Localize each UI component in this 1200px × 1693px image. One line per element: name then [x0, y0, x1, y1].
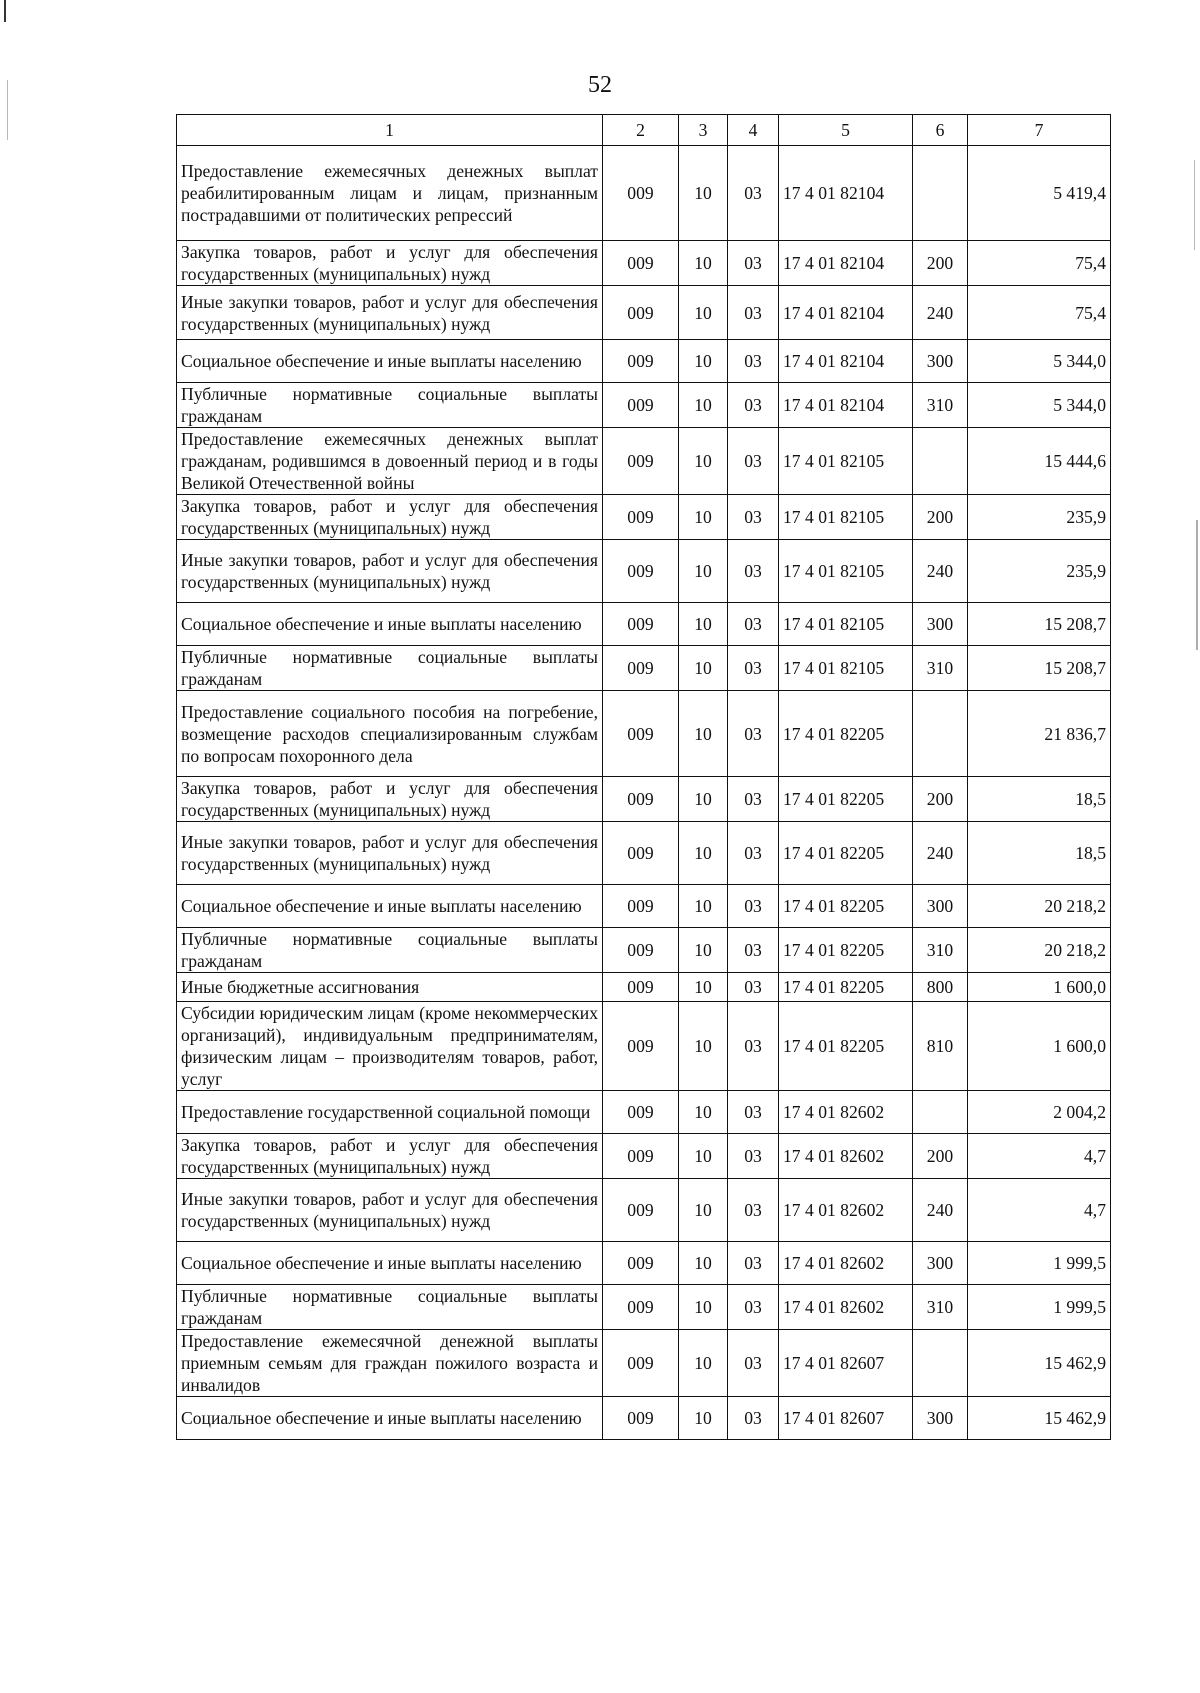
- cell-col-2: 009: [603, 1242, 679, 1285]
- cell-col-7: 21 836,7: [968, 691, 1111, 777]
- cell-col-6: 200: [913, 777, 968, 822]
- cell-description: Закупка товаров, работ и услуг для обеспечения государственных (муниципальных) нужд: [177, 777, 603, 822]
- column-header: 2: [603, 115, 679, 146]
- table-row: [177, 383, 1111, 428]
- cell-col-4: 03: [728, 495, 779, 540]
- cell-col-3: 10: [679, 495, 728, 540]
- cell-description: Закупка товаров, работ и услуг для обеспечения государственных (муниципальных) нужд: [177, 1134, 603, 1179]
- table-row: [177, 603, 1111, 646]
- cell-col-4: 03: [728, 928, 779, 973]
- cell-col-7: 5 344,0: [968, 383, 1111, 428]
- cell-col-5: 17 4 01 82105: [779, 603, 913, 646]
- cell-col-7: 15 208,7: [968, 603, 1111, 646]
- cell-col-4: 03: [728, 1242, 779, 1285]
- cell-col-5: 17 4 01 82602: [779, 1285, 913, 1330]
- table-row: [177, 540, 1111, 603]
- cell-col-6: 310: [913, 383, 968, 428]
- cell-col-3: 10: [679, 1002, 728, 1091]
- cell-col-3: 10: [679, 1397, 728, 1440]
- cell-description: Иные закупки товаров, работ и услуг для обеспечения государственных (муниципальных) нужд: [177, 822, 603, 885]
- cell-col-3: 10: [679, 1091, 728, 1134]
- table-row: [177, 286, 1111, 340]
- cell-col-7: 18,5: [968, 822, 1111, 885]
- cell-col-2: 009: [603, 1397, 679, 1440]
- cell-col-4: 03: [728, 1330, 779, 1397]
- cell-col-2: 009: [603, 383, 679, 428]
- cell-col-3: 10: [679, 973, 728, 1002]
- table-row: [177, 1397, 1111, 1440]
- cell-col-3: 10: [679, 1134, 728, 1179]
- table-row: [177, 1091, 1111, 1134]
- cell-col-7: 15 462,9: [968, 1330, 1111, 1397]
- cell-col-7: 235,9: [968, 495, 1111, 540]
- cell-col-7: 235,9: [968, 540, 1111, 603]
- cell-description: Субсидии юридическим лицам (кроме некоммерческих организаций), индивидуальным предпринимателям, физическим лицам – производителям товаров, работ, услуг: [177, 1002, 603, 1091]
- cell-col-6: 240: [913, 1179, 968, 1242]
- cell-col-7: 1 999,5: [968, 1242, 1111, 1285]
- cell-col-5: 17 4 01 82602: [779, 1179, 913, 1242]
- table-row: [177, 777, 1111, 822]
- table-row: [177, 146, 1111, 241]
- cell-col-2: 009: [603, 1179, 679, 1242]
- cell-col-6: 800: [913, 973, 968, 1002]
- cell-col-7: 2 004,2: [968, 1091, 1111, 1134]
- cell-col-5: 17 4 01 82105: [779, 540, 913, 603]
- scan-artifact: [7, 80, 8, 140]
- table-row: [177, 340, 1111, 383]
- cell-col-7: 15 444,6: [968, 428, 1111, 495]
- cell-col-6: [913, 1330, 968, 1397]
- cell-col-3: 10: [679, 1242, 728, 1285]
- cell-col-6: 300: [913, 1242, 968, 1285]
- cell-col-3: 10: [679, 340, 728, 383]
- cell-col-7: 4,7: [968, 1179, 1111, 1242]
- cell-col-3: 10: [679, 822, 728, 885]
- cell-col-4: 03: [728, 691, 779, 777]
- cell-description: Публичные нормативные социальные выплаты гражданам: [177, 1285, 603, 1330]
- cell-col-5: 17 4 01 82602: [779, 1134, 913, 1179]
- scan-artifact: [4, 0, 6, 22]
- cell-col-4: 03: [728, 286, 779, 340]
- column-header: 7: [968, 115, 1111, 146]
- cell-col-6: 200: [913, 1134, 968, 1179]
- cell-description: Иные закупки товаров, работ и услуг для обеспечения государственных (муниципальных) нужд: [177, 1179, 603, 1242]
- cell-col-7: 15 462,9: [968, 1397, 1111, 1440]
- cell-col-2: 009: [603, 1330, 679, 1397]
- cell-col-3: 10: [679, 1330, 728, 1397]
- cell-col-7: 1 600,0: [968, 973, 1111, 1002]
- scan-artifact: [1196, 520, 1198, 650]
- cell-col-5: 17 4 01 82607: [779, 1397, 913, 1440]
- column-header: 6: [913, 115, 968, 146]
- cell-col-4: 03: [728, 1285, 779, 1330]
- cell-description: Иные закупки товаров, работ и услуг для обеспечения государственных (муниципальных) нужд: [177, 286, 603, 340]
- cell-description: Предоставление ежемесячных денежных выплат реабилитированным лицам и лицам, признанным пострадавшими от политических репрессий: [177, 146, 603, 241]
- cell-col-7: 1 600,0: [968, 1002, 1111, 1091]
- cell-col-2: 009: [603, 146, 679, 241]
- table-body: [177, 146, 1111, 1440]
- table-row: [177, 1330, 1111, 1397]
- cell-col-5: 17 4 01 82205: [779, 777, 913, 822]
- cell-col-4: 03: [728, 428, 779, 495]
- cell-col-6: 810: [913, 1002, 968, 1091]
- cell-description: Иные закупки товаров, работ и услуг для обеспечения государственных (муниципальных) нужд: [177, 540, 603, 603]
- cell-col-5: 17 4 01 82105: [779, 646, 913, 691]
- cell-col-3: 10: [679, 1179, 728, 1242]
- cell-col-6: [913, 428, 968, 495]
- cell-col-7: 1 999,5: [968, 1285, 1111, 1330]
- cell-description: Социальное обеспечение и иные выплаты населению: [177, 340, 603, 383]
- cell-col-2: 009: [603, 822, 679, 885]
- table-row: [177, 1242, 1111, 1285]
- cell-description: Социальное обеспечение и иные выплаты населению: [177, 603, 603, 646]
- cell-col-4: 03: [728, 973, 779, 1002]
- cell-col-7: 4,7: [968, 1134, 1111, 1179]
- cell-col-2: 009: [603, 973, 679, 1002]
- cell-col-7: 20 218,2: [968, 885, 1111, 928]
- cell-col-6: 310: [913, 928, 968, 973]
- cell-col-2: 009: [603, 885, 679, 928]
- cell-col-3: 10: [679, 428, 728, 495]
- cell-col-4: 03: [728, 1091, 779, 1134]
- cell-description: Социальное обеспечение и иные выплаты населению: [177, 1397, 603, 1440]
- column-header: 5: [779, 115, 913, 146]
- cell-col-5: 17 4 01 82104: [779, 383, 913, 428]
- table-header: [177, 115, 1111, 146]
- cell-col-7: 5 419,4: [968, 146, 1111, 241]
- cell-col-3: 10: [679, 603, 728, 646]
- cell-col-6: 240: [913, 286, 968, 340]
- cell-col-2: 009: [603, 241, 679, 286]
- cell-col-6: 300: [913, 603, 968, 646]
- cell-col-4: 03: [728, 146, 779, 241]
- cell-col-2: 009: [603, 286, 679, 340]
- cell-col-2: 009: [603, 777, 679, 822]
- cell-col-3: 10: [679, 241, 728, 286]
- cell-col-2: 009: [603, 1002, 679, 1091]
- cell-description: Предоставление социального пособия на погребение, возмещение расходов специализированным службам по вопросам похоронного дела: [177, 691, 603, 777]
- cell-description: Публичные нормативные социальные выплаты гражданам: [177, 646, 603, 691]
- cell-col-3: 10: [679, 928, 728, 973]
- table-row: [177, 885, 1111, 928]
- cell-col-6: 200: [913, 495, 968, 540]
- cell-col-6: 240: [913, 540, 968, 603]
- cell-col-5: 17 4 01 82205: [779, 973, 913, 1002]
- scan-artifact: [1194, 160, 1195, 250]
- cell-col-7: 5 344,0: [968, 340, 1111, 383]
- cell-col-3: 10: [679, 286, 728, 340]
- cell-col-2: 009: [603, 646, 679, 691]
- cell-col-5: 17 4 01 82104: [779, 286, 913, 340]
- cell-col-3: 10: [679, 1285, 728, 1330]
- cell-description: Публичные нормативные социальные выплаты гражданам: [177, 383, 603, 428]
- cell-description: Закупка товаров, работ и услуг для обеспечения государственных (муниципальных) нужд: [177, 495, 603, 540]
- table-row: [177, 822, 1111, 885]
- cell-col-5: 17 4 01 82104: [779, 146, 913, 241]
- cell-col-4: 03: [728, 1134, 779, 1179]
- cell-col-3: 10: [679, 777, 728, 822]
- cell-col-4: 03: [728, 777, 779, 822]
- cell-col-4: 03: [728, 603, 779, 646]
- cell-col-3: 10: [679, 885, 728, 928]
- cell-col-7: 20 218,2: [968, 928, 1111, 973]
- cell-col-6: [913, 1091, 968, 1134]
- cell-col-3: 10: [679, 540, 728, 603]
- cell-col-2: 009: [603, 495, 679, 540]
- cell-col-3: 10: [679, 646, 728, 691]
- cell-description: Закупка товаров, работ и услуг для обеспечения государственных (муниципальных) нужд: [177, 241, 603, 286]
- header-row: [177, 115, 1111, 146]
- cell-col-5: 17 4 01 82607: [779, 1330, 913, 1397]
- table-row: [177, 928, 1111, 973]
- cell-col-2: 009: [603, 1091, 679, 1134]
- cell-col-2: 009: [603, 340, 679, 383]
- cell-description: Социальное обеспечение и иные выплаты населению: [177, 885, 603, 928]
- cell-col-5: 17 4 01 82105: [779, 495, 913, 540]
- cell-col-5: 17 4 01 82602: [779, 1242, 913, 1285]
- cell-col-4: 03: [728, 1002, 779, 1091]
- cell-col-4: 03: [728, 540, 779, 603]
- cell-col-5: 17 4 01 82105: [779, 428, 913, 495]
- cell-col-4: 03: [728, 1397, 779, 1440]
- cell-col-4: 03: [728, 646, 779, 691]
- cell-description: Публичные нормативные социальные выплаты гражданам: [177, 928, 603, 973]
- cell-col-2: 009: [603, 428, 679, 495]
- column-header: 4: [728, 115, 779, 146]
- cell-col-4: 03: [728, 340, 779, 383]
- cell-col-5: 17 4 01 82205: [779, 928, 913, 973]
- cell-col-5: 17 4 01 82205: [779, 822, 913, 885]
- column-header: 1: [177, 115, 603, 146]
- cell-col-7: 18,5: [968, 777, 1111, 822]
- cell-col-6: [913, 691, 968, 777]
- cell-description: Предоставление ежемесячных денежных выплат гражданам, родившимся в довоенный период и в годы Великой Отечественной войны: [177, 428, 603, 495]
- table-row: [177, 428, 1111, 495]
- budget-table: [176, 114, 1111, 1440]
- cell-col-4: 03: [728, 1179, 779, 1242]
- cell-col-2: 009: [603, 540, 679, 603]
- cell-description: Социальное обеспечение и иные выплаты населению: [177, 1242, 603, 1285]
- table-row: [177, 1285, 1111, 1330]
- cell-description: Предоставление ежемесячной денежной выплаты приемным семьям для граждан пожилого возраста и инвалидов: [177, 1330, 603, 1397]
- table-row: [177, 495, 1111, 540]
- cell-col-3: 10: [679, 691, 728, 777]
- cell-col-5: 17 4 01 82602: [779, 1091, 913, 1134]
- cell-col-5: 17 4 01 82104: [779, 241, 913, 286]
- cell-col-6: 240: [913, 822, 968, 885]
- table-row: [177, 646, 1111, 691]
- cell-col-6: 310: [913, 646, 968, 691]
- cell-col-4: 03: [728, 822, 779, 885]
- cell-col-2: 009: [603, 603, 679, 646]
- cell-col-6: 300: [913, 885, 968, 928]
- table-row: [177, 691, 1111, 777]
- cell-col-2: 009: [603, 928, 679, 973]
- cell-col-5: 17 4 01 82205: [779, 691, 913, 777]
- cell-col-6: 300: [913, 340, 968, 383]
- cell-col-7: 15 208,7: [968, 646, 1111, 691]
- table-row: [177, 241, 1111, 286]
- page-number: 52: [588, 72, 612, 98]
- cell-col-2: 009: [603, 1134, 679, 1179]
- cell-col-3: 10: [679, 146, 728, 241]
- cell-col-5: 17 4 01 82104: [779, 340, 913, 383]
- cell-col-6: 310: [913, 1285, 968, 1330]
- cell-col-6: 300: [913, 1397, 968, 1440]
- cell-col-4: 03: [728, 241, 779, 286]
- cell-col-4: 03: [728, 885, 779, 928]
- cell-col-6: [913, 146, 968, 241]
- cell-col-5: 17 4 01 82205: [779, 885, 913, 928]
- table-row: [177, 1002, 1111, 1091]
- cell-col-7: 75,4: [968, 241, 1111, 286]
- table-row: [177, 1134, 1111, 1179]
- cell-description: Предоставление государственной социальной помощи: [177, 1091, 603, 1134]
- cell-description: Иные бюджетные ассигнования: [177, 973, 603, 1002]
- table-row: [177, 1179, 1111, 1242]
- cell-col-4: 03: [728, 383, 779, 428]
- table-row: [177, 973, 1111, 1002]
- cell-col-2: 009: [603, 1285, 679, 1330]
- cell-col-7: 75,4: [968, 286, 1111, 340]
- cell-col-3: 10: [679, 383, 728, 428]
- cell-col-5: 17 4 01 82205: [779, 1002, 913, 1091]
- column-header: 3: [679, 115, 728, 146]
- cell-col-2: 009: [603, 691, 679, 777]
- cell-col-6: 200: [913, 241, 968, 286]
